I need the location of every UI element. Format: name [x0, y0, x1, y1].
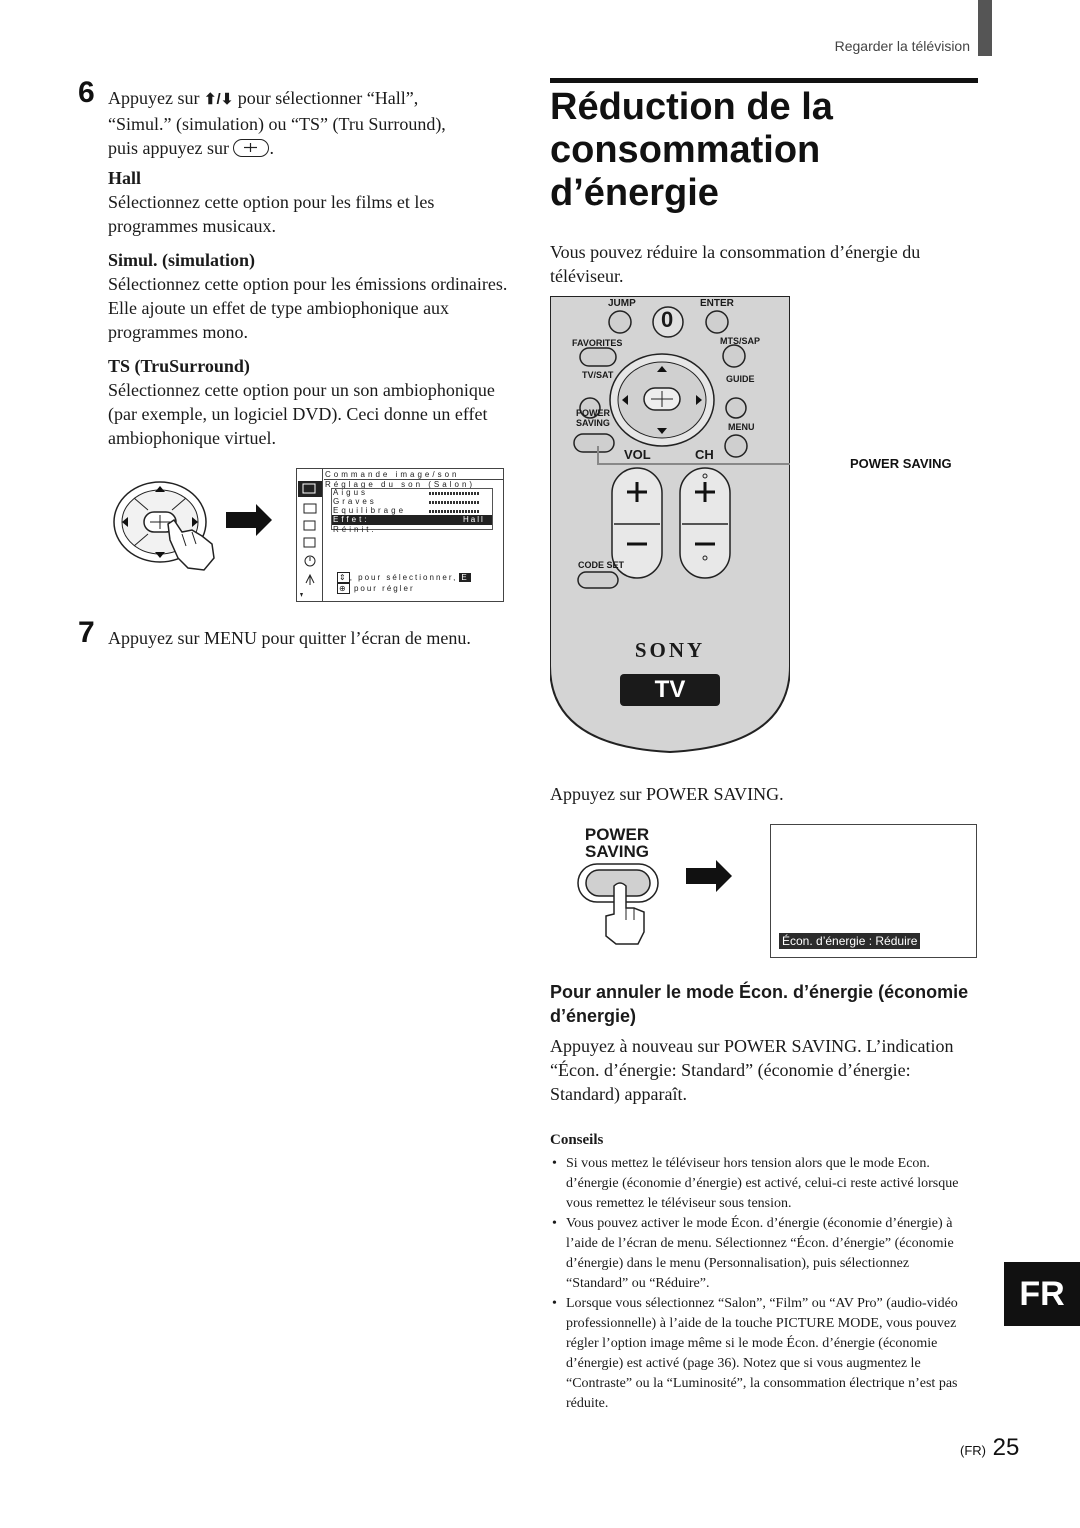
enter-key-icon	[233, 139, 269, 157]
step-6-line3-end: .	[269, 138, 274, 158]
option-ts-title: TS (TruSurround)	[108, 356, 250, 376]
remote-control-illustration	[550, 296, 790, 756]
osd-hint-select: ⇕ , pour sélectionner, E	[339, 573, 469, 582]
step-7-text: Appuyez sur MENU pour quitter l’écran de menu.	[108, 628, 471, 648]
power-saving-press-illustration	[574, 860, 740, 948]
osd-top-label: Commande image/son	[325, 470, 460, 479]
osd-heading: Réglage du son (Salon)	[325, 480, 476, 489]
page-number: (FR) 25	[960, 1434, 1020, 1461]
step-6-options	[108, 166, 508, 450]
option-simul-title: Simul. (simulation)	[108, 250, 256, 270]
tip-item: • Vous pouvez activer le mode Écon. d’énergie (économie d’énergie) à l’aide de l’écran de menu. Sélectionnez “Écon. d’énergie” (économie d’énergie) dans le menu (Personnalisation), puis sélectionnez “Standard” ou “Réduire”.	[550, 1214, 974, 1294]
power-saving-button-label: POWER SAVING	[584, 825, 650, 861]
header-tab-bar	[978, 0, 992, 56]
osd-item-reset: Réinit.	[333, 525, 377, 534]
option-hall-text: Sélectionnez cette option pour les films et les programmes musicaux.	[108, 192, 435, 236]
remote-mts-label: MTS/SAP	[720, 336, 761, 346]
osd-item-treble: Aigus	[333, 488, 369, 497]
cancel-heading: Pour annuler le mode Écon. d’énergie (économie d’énergie)	[550, 982, 969, 1026]
press-instruction: Appuyez sur POWER SAVING.	[550, 784, 784, 804]
remote-zero-key: 0	[661, 307, 674, 332]
remote-power-saving-label: POWER SAVING	[576, 408, 611, 428]
osd-hint-adjust: ⊕ pour régler	[339, 584, 415, 593]
language-tab: FR	[1004, 1262, 1080, 1326]
remote-menu-label: MENU	[728, 422, 755, 432]
option-ts-text: Sélectionnez cette option pour un son ambiophonique (par exemple, un logiciel DVD). Ceci donne un effet ambiophonique virtuel.	[108, 380, 495, 448]
remote-favorites-label: FAVORITES	[572, 338, 623, 348]
remote-tv-label: TV	[654, 676, 686, 703]
step-number-7: 7	[78, 616, 95, 649]
remote-vol-label: VOL	[624, 447, 651, 462]
balance-level-bar	[429, 510, 479, 513]
osd-item-balance: Equilibrage	[333, 506, 407, 515]
sound-settings-osd	[296, 468, 504, 602]
osd-effect-value: Hall	[463, 515, 485, 524]
remote-guide-label: GUIDE	[726, 374, 755, 384]
option-simul-text: Sélectionnez cette option pour les émissions ordinaires. Elle ajoute un effet de type ambiophonique aux programmes mono.	[108, 274, 508, 342]
remote-ch-label: CH	[695, 447, 714, 462]
tip-item: • Si vous mettez le téléviseur hors tension alors que le mode Econ. d’énergie (économie d’énergie) est activé, celui-ci reste activé lorsque vous remettez le téléviseur sous tension.	[550, 1154, 974, 1214]
power-saving-callout: POWER SAVING	[850, 456, 952, 471]
sony-logo: SONY	[634, 638, 706, 662]
tips-heading: Conseils	[550, 1132, 604, 1148]
title-rule	[550, 78, 978, 83]
remote-enter-label: ENTER	[700, 298, 734, 309]
osd-item-effect: Effet:	[333, 515, 370, 524]
section-header: Regarder la télévision	[834, 38, 970, 54]
step-number-6: 6	[78, 76, 95, 109]
option-hall-title: Hall	[108, 168, 142, 188]
osd-icon-column	[297, 469, 323, 601]
power-saving-status: Écon. d’énergie : Réduire	[779, 933, 920, 949]
intro-text: Vous pouvez réduire la consommation d’énergie du téléviseur.	[550, 242, 921, 286]
step-6-line2: “Simul.” (simulation) ou “TS” (Tru Surround),	[108, 114, 446, 134]
remote-codeset-label: CODE SET	[578, 560, 625, 570]
step-6-line3: puis appuyez sur	[108, 138, 229, 158]
osd-item-bass: Graves	[333, 497, 377, 506]
step-6-line1a: Appuyez sur	[108, 88, 200, 108]
bass-level-bar	[429, 501, 479, 504]
tv-screen-display	[770, 824, 977, 958]
step-6-line1b: pour sélectionner “Hall”,	[237, 88, 419, 108]
joystick-illustration	[108, 474, 276, 582]
cancel-text: Appuyez à nouveau sur POWER SAVING. L’indication “Écon. d’énergie: Standard” (économie d’énergie: Standard) apparaît.	[550, 1036, 954, 1104]
page-title: Réduction de la consommation d’énergie	[550, 86, 833, 214]
step-6-instruction	[108, 86, 508, 160]
remote-tvsat-label: TV/SAT	[582, 370, 614, 380]
tip-item: • Lorsque vous sélectionnez “Salon”, “Film” ou “AV Pro” (audio-vidéo professionnelle) à l’aide de la touche PICTURE MODE, vous pouvez régler l’option image même si le mode Écon. d’énergie (économie d’énergie) est activé (page 36). Notez que si vous augmentez le “Contraste” ou la “Luminosité”, la consommation électrique n’est pas réduite.	[550, 1294, 974, 1414]
up-down-arrows-icon: ⬆/⬇	[203, 91, 234, 108]
remote-jump-label: JUMP	[608, 298, 636, 309]
tips-list	[550, 1154, 974, 1414]
treble-level-bar	[429, 492, 479, 495]
